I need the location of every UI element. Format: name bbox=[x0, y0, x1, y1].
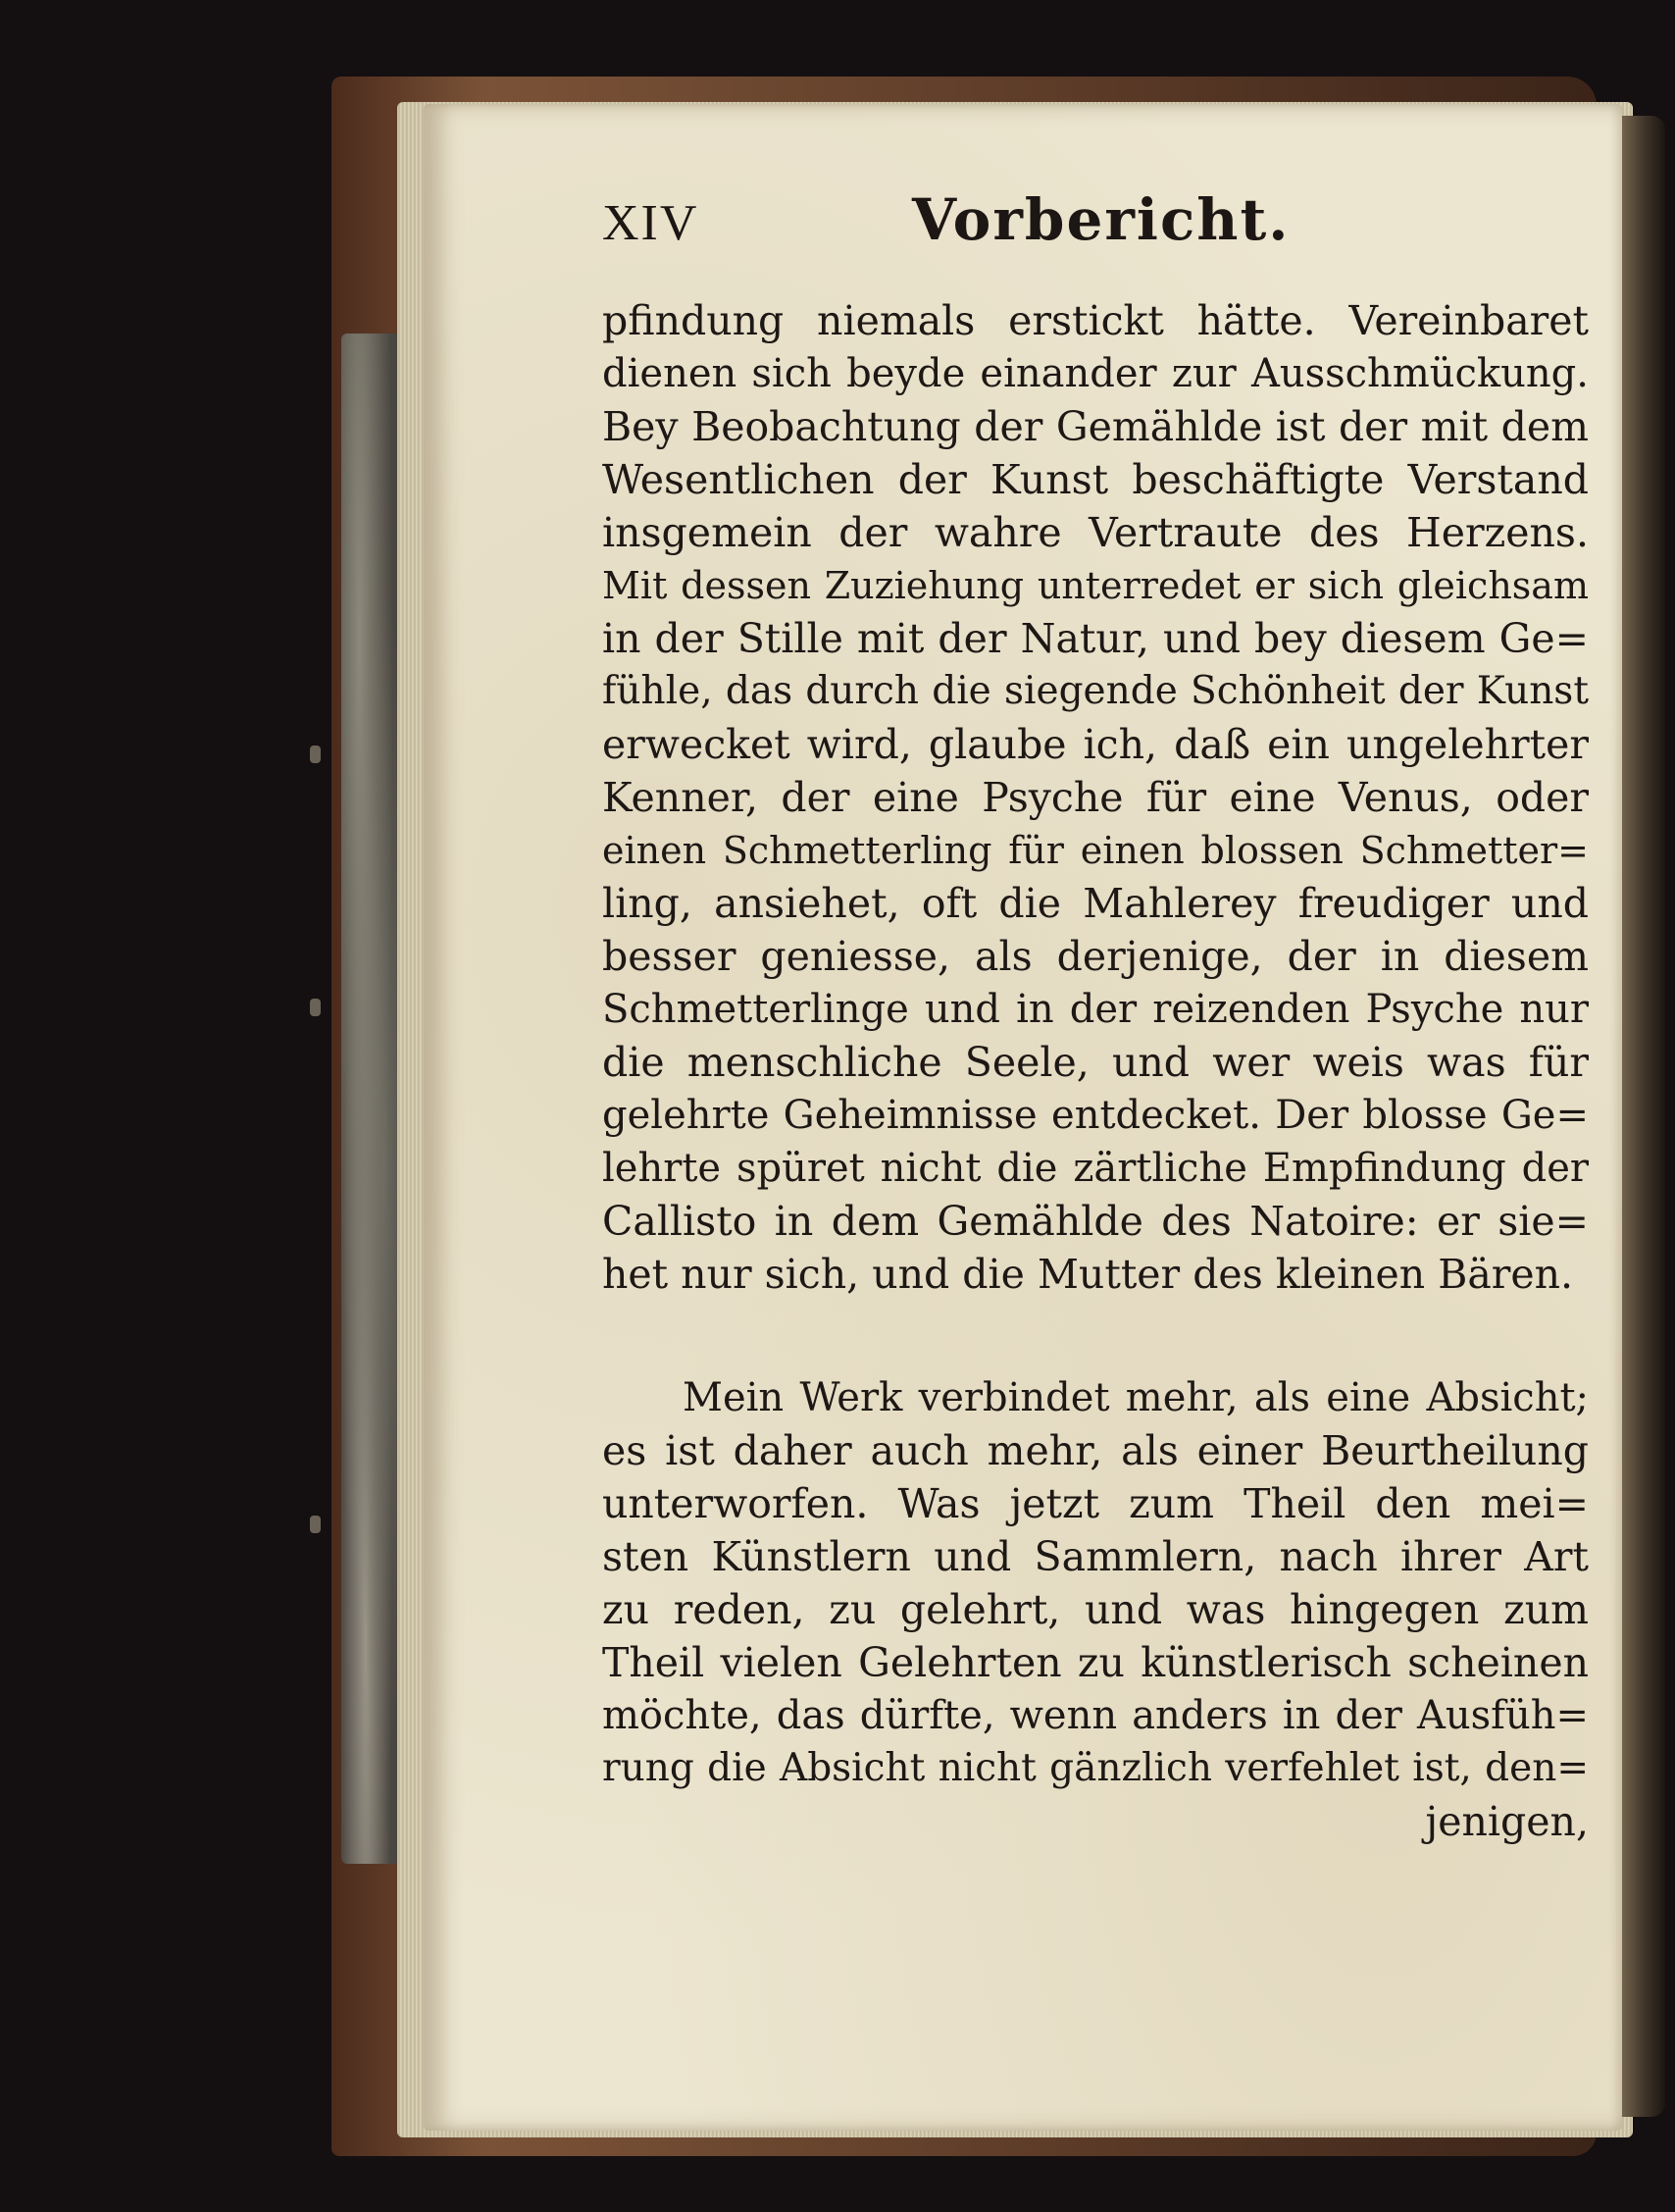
binding-hole bbox=[310, 746, 321, 763]
text-line: Bey Beobachtung der Gemählde ist der mit dem bbox=[602, 403, 1589, 450]
text-line: lehrte spüret nicht die zärtliche Empfindung der bbox=[602, 1146, 1589, 1191]
paragraph bbox=[602, 294, 1589, 1301]
text-line: besser geniesse, als derjenige, der in diesem bbox=[602, 933, 1589, 980]
text-line: dienen sich beyde einander zur Ausschmückung. bbox=[602, 351, 1589, 396]
paragraph bbox=[602, 1371, 1589, 1848]
text-line: ling, ansiehet, oft die Mahlerey freudiger und bbox=[602, 880, 1589, 927]
binding-hole bbox=[310, 1516, 321, 1533]
text-line: fühle, das durch die siegende Schönheit der Kunst bbox=[602, 669, 1589, 713]
text-line: in der Stille mit der Natur, und bey diesem Ge= bbox=[602, 615, 1589, 662]
text-line: Schmetterlinge und in der reizenden Psyche nur bbox=[602, 987, 1589, 1032]
text-line: het nur sich, und die Mutter des kleinen Bären. bbox=[602, 1251, 1574, 1298]
marbled-binding bbox=[341, 334, 402, 1864]
text-line: unterworfen. Was jetzt zum Theil den mei= bbox=[602, 1480, 1589, 1527]
text-line: es ist daher auch mehr, als einer Beurtheilung bbox=[602, 1427, 1589, 1474]
text-line: insgemein der wahre Vertraute des Herzens. bbox=[602, 509, 1589, 556]
catchword: jenigen, bbox=[1425, 1798, 1589, 1845]
text-line: sten Künstlern und Sammlern, nach ihrer Art bbox=[602, 1533, 1589, 1580]
text-line: Wesentlichen der Kunst beschäftigte Verstand bbox=[602, 456, 1589, 503]
binding-hole bbox=[310, 999, 321, 1016]
text-line: Theil vielen Gelehrten zu künstlerisch scheinen bbox=[602, 1639, 1589, 1686]
text-line: Mein Werk verbindet mehr, als eine Absicht; bbox=[683, 1375, 1589, 1420]
text-line: gelehrte Geheimnisse entdecket. Der blosse Ge= bbox=[602, 1093, 1589, 1138]
text-line: pfindung niemals erstickt hätte. Vereinbaret bbox=[602, 297, 1589, 344]
body-text bbox=[602, 294, 1589, 1848]
paragraph-gap bbox=[602, 1301, 1589, 1371]
running-head: Vorbericht. bbox=[912, 186, 1291, 253]
page-number: XIV bbox=[602, 195, 699, 251]
text-line: Mit dessen Zuziehung unterredet er sich gleichsam bbox=[602, 564, 1589, 607]
text-line: zu reden, zu gelehrt, und was hingegen zum bbox=[602, 1586, 1589, 1633]
text-line: erwecket wird, glaube ich, daß ein ungelehrter bbox=[602, 721, 1589, 768]
text-line: Kenner, der eine Psyche für eine Venus, oder bbox=[602, 774, 1589, 821]
text-line: einen Schmetterling für einen blossen Schmetter= bbox=[602, 829, 1589, 872]
facing-page-edge bbox=[1618, 116, 1665, 2117]
text-line: die menschliche Seele, und wer weis was für bbox=[602, 1039, 1589, 1086]
text-line: rung die Absicht nicht gänzlich verfehlet ist, den= bbox=[602, 1746, 1589, 1790]
text-line: möchte, das dürfte, wenn anders in der Ausfüh= bbox=[602, 1693, 1589, 1738]
text-line: Callisto in dem Gemählde des Natoire: er sie= bbox=[602, 1198, 1589, 1245]
